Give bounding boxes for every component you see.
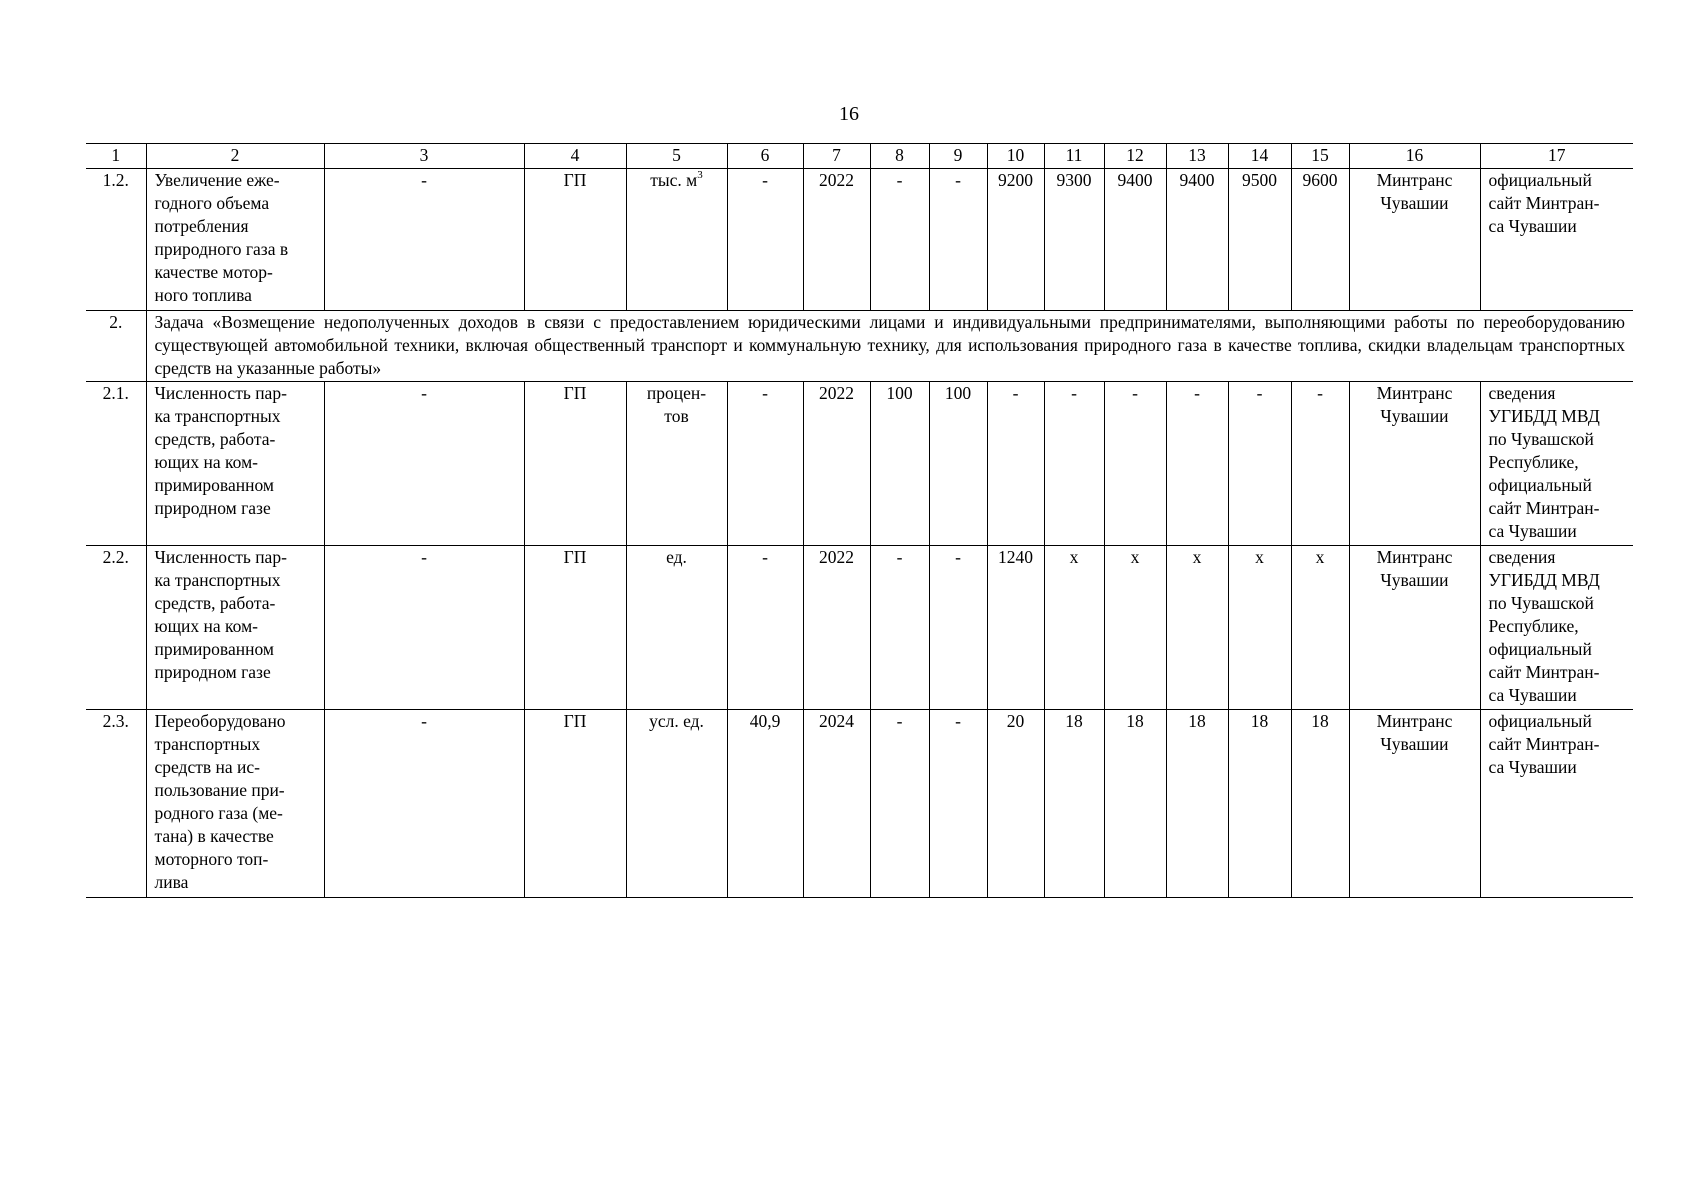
cell-col7: 2022 [803,382,870,546]
column-header: 2 [146,144,324,169]
cell-col14: 9500 [1228,169,1291,311]
cell-col10: - [987,382,1044,546]
cell-col4: ГП [524,710,626,898]
unit-cell: усл. ед. [626,710,727,898]
unit-superscript: 3 [697,169,703,181]
column-header: 6 [727,144,803,169]
cell-col7: 2024 [803,710,870,898]
responsible-cell: Минтранс Чувашии [1349,169,1480,311]
cell-col3: - [324,710,524,898]
cell-col8: - [870,169,929,311]
indicator-name: Численность пар- ка транспортных средств, работа- ющих на ком- примированном природном газе [146,382,324,546]
column-header: 14 [1228,144,1291,169]
cell-col7: 2022 [803,546,870,710]
cell-col15: - [1291,382,1349,546]
cell-col6: - [727,169,803,311]
cell-col4: ГП [524,169,626,311]
cell-col11: - [1044,382,1104,546]
indicators-table [86,143,1633,898]
cell-col9: - [929,710,987,898]
cell-col12: 9400 [1104,169,1166,311]
cell-col3: - [324,169,524,311]
cell-col13: 9400 [1166,169,1228,311]
indicator-name: Численность пар- ка транспортных средств, работа- ющих на ком- примированном природном газе [146,546,324,710]
row-number: 2.2. [86,546,146,710]
cell-col4: ГП [524,382,626,546]
source-cell: официальный сайт Минтран- са Чувашии [1480,169,1633,311]
column-header: 17 [1480,144,1633,169]
responsible-cell: Минтранс Чувашии [1349,546,1480,710]
column-header: 13 [1166,144,1228,169]
row-number: 2.3. [86,710,146,898]
cell-col13: х [1166,546,1228,710]
cell-col6: - [727,382,803,546]
cell-col14: - [1228,382,1291,546]
table-row [86,382,1633,546]
cell-col9: 100 [929,382,987,546]
column-header: 11 [1044,144,1104,169]
task-text: Задача «Возмещение недополученных доходов в связи с предоставлением юридическими лицами и индивидуальными предпринимателями, выполняющими работы по переоборудованию существующей автомобильной техники, включая общественный транспорт и коммунальную технику, для использования природного газа в качестве топлива, скидки владельцам транспортных средств на указанные работы» [146,311,1633,382]
column-header: 4 [524,144,626,169]
column-header: 5 [626,144,727,169]
cell-col15: х [1291,546,1349,710]
column-header: 3 [324,144,524,169]
responsible-cell: Минтранс Чувашии [1349,382,1480,546]
cell-col6: - [727,546,803,710]
column-header: 1 [86,144,146,169]
column-number-row [86,144,1633,169]
cell-col10: 1240 [987,546,1044,710]
column-header: 9 [929,144,987,169]
cell-col7: 2022 [803,169,870,311]
row-number: 1.2. [86,169,146,311]
page-number: 16 [839,103,859,125]
cell-col12: 18 [1104,710,1166,898]
cell-col13: 18 [1166,710,1228,898]
cell-col4: ГП [524,546,626,710]
cell-col12: х [1104,546,1166,710]
cell-col9: - [929,169,987,311]
table-row [86,546,1633,710]
source-cell: официальный сайт Минтран- са Чувашии [1480,710,1633,898]
cell-col9: - [929,546,987,710]
unit-cell: ед. [626,546,727,710]
table-row [86,169,1633,311]
cell-col10: 9200 [987,169,1044,311]
column-header: 10 [987,144,1044,169]
task-number: 2. [86,311,146,382]
cell-col14: 18 [1228,710,1291,898]
row-number: 2.1. [86,382,146,546]
indicator-name: Увеличение еже- годного объема потребления природного газа в качестве мотор- ного топлива [146,169,324,311]
cell-col10: 20 [987,710,1044,898]
responsible-cell: Минтранс Чувашии [1349,710,1480,898]
cell-col8: - [870,710,929,898]
cell-col12: - [1104,382,1166,546]
cell-col11: 9300 [1044,169,1104,311]
column-header: 16 [1349,144,1480,169]
column-header: 8 [870,144,929,169]
cell-col11: 18 [1044,710,1104,898]
column-header: 7 [803,144,870,169]
cell-col8: - [870,546,929,710]
cell-col6: 40,9 [727,710,803,898]
cell-col14: х [1228,546,1291,710]
source-cell: сведения УГИБДД МВД по Чувашской Республике, официальный сайт Минтран- са Чувашии [1480,382,1633,546]
cell-col15: 9600 [1291,169,1349,311]
unit-text: тыс. м [650,170,698,190]
cell-col13: - [1166,382,1228,546]
cell-col3: - [324,546,524,710]
source-cell: сведения УГИБДД МВД по Чувашской Республике, официальный сайт Минтран- са Чувашии [1480,546,1633,710]
unit-cell [626,169,727,311]
column-header: 12 [1104,144,1166,169]
table-row [86,710,1633,898]
cell-col11: х [1044,546,1104,710]
indicator-name: Переоборудовано транспортных средств на ис- пользование при- родного газа (ме- тана) в качестве моторного топ- лива [146,710,324,898]
cell-col3: - [324,382,524,546]
column-header: 15 [1291,144,1349,169]
cell-col15: 18 [1291,710,1349,898]
task-row [86,311,1633,382]
unit-cell: процен- тов [626,382,727,546]
cell-col8: 100 [870,382,929,546]
